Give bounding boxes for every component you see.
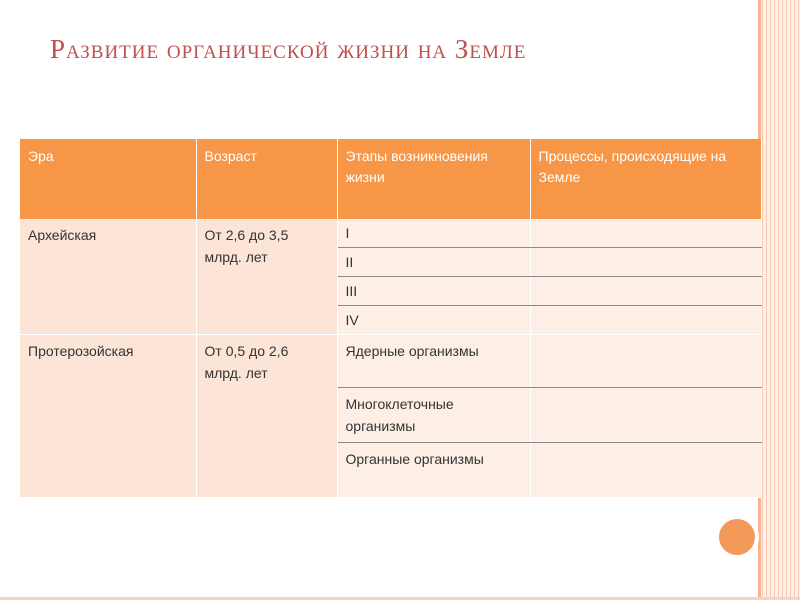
age-cell: От 2,6 до 3,5 млрд. лет xyxy=(196,219,337,335)
era-cell: Архейская xyxy=(20,219,196,335)
process-cell xyxy=(530,443,761,498)
header-processes: Процессы, происходящие на Земле xyxy=(530,139,761,219)
decorative-stripes xyxy=(758,0,800,600)
table-row xyxy=(20,219,761,248)
header-stages: Этапы возникновения жизни xyxy=(337,139,530,219)
process-cell xyxy=(530,277,761,306)
process-cell xyxy=(530,306,761,335)
stage-cell: IV xyxy=(337,306,530,335)
header-age: Возраст xyxy=(196,139,337,219)
table-header-row xyxy=(20,139,761,219)
stage-cell: Многоклеточные организмы xyxy=(337,388,530,443)
table-row xyxy=(20,335,761,388)
decorative-circle xyxy=(715,515,759,559)
header-era: Эра xyxy=(20,139,196,219)
stage-cell: Ядерные организмы xyxy=(337,335,530,388)
stage-cell: III xyxy=(337,277,530,306)
process-cell xyxy=(530,248,761,277)
age-cell: От 0,5 до 2,6 млрд. лет xyxy=(196,335,337,498)
stage-cell: II xyxy=(337,248,530,277)
stage-cell: I xyxy=(337,219,530,248)
process-cell xyxy=(530,335,761,388)
stage-cell: Органные организмы xyxy=(337,443,530,498)
process-cell xyxy=(530,388,761,443)
era-cell: Протерозойская xyxy=(20,335,196,498)
page-title: Развитие органической жизни на Земле xyxy=(50,34,527,64)
evolution-table xyxy=(20,139,762,498)
process-cell xyxy=(530,219,761,248)
